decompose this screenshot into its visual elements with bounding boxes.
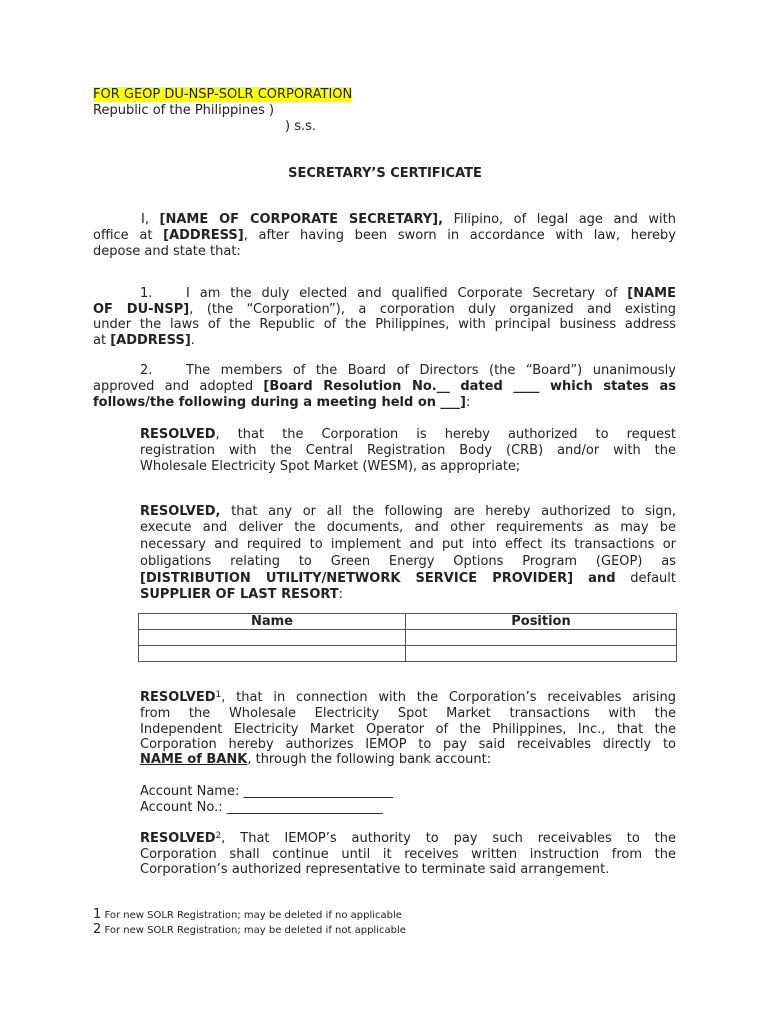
item-1-line-3: under the laws of the Republic of the Philippines, with principal business address bbox=[93, 317, 676, 332]
address-placeholder: [ADDRESS] bbox=[110, 333, 191, 348]
resolved-2-line-1 bbox=[140, 504, 676, 520]
table-cell bbox=[406, 630, 677, 646]
bank-name-placeholder: NAME of BANK bbox=[140, 752, 248, 767]
footnote-text: For new SOLR Registration; may be deleted if no applicable bbox=[101, 910, 402, 921]
item-2-line-1: The members of the Board of Directors (the “Board”) unanimously bbox=[186, 363, 676, 378]
resolved-3-line-3: Independent Electricity Market Operator of the Philippines, Inc., that the bbox=[140, 722, 676, 737]
du-nsp-placeholder: [NAME bbox=[627, 286, 676, 301]
table-row bbox=[139, 646, 677, 662]
board-resolution-placeholder: follows/the following during a meeting held on ___] bbox=[93, 395, 466, 410]
footnote-number: 1 bbox=[93, 907, 102, 922]
resolved-text: , through the following bank account: bbox=[247, 752, 492, 767]
resolved-3-line-2: from the Wholesale Electricity Spot Market transactions with the bbox=[140, 706, 676, 721]
company-header bbox=[93, 87, 352, 103]
table-row bbox=[139, 630, 677, 646]
resolved-2-line-6 bbox=[140, 587, 343, 603]
signatories-table bbox=[138, 613, 677, 662]
intro-line-1 bbox=[141, 212, 676, 228]
intro-text: office at bbox=[93, 228, 164, 243]
resolved-text: default bbox=[615, 571, 677, 586]
intro-text: I, bbox=[141, 212, 160, 227]
resolved-1-line-2: registration with the Central Registration Body (CRB) and/or with the bbox=[140, 443, 676, 458]
footnote-text: For new SOLR Registration; may be deleted if not applicable bbox=[101, 925, 406, 936]
name-column-header: Name bbox=[139, 614, 406, 630]
item-text: at bbox=[93, 333, 111, 348]
item-1-line-4 bbox=[93, 333, 195, 349]
item-1-number: 1. bbox=[140, 286, 153, 301]
resolved-text: , that in connection with the Corporation’s receivables arising bbox=[221, 690, 676, 705]
resolved-text: , that the Corporation is hereby authorized to request bbox=[215, 427, 676, 442]
item-text: I am the duly elected and qualified Corporate Secretary of bbox=[186, 286, 628, 301]
resolved-2-line-5 bbox=[140, 571, 676, 587]
resolved-2-line-2: execute and deliver the documents, and other requirements as may be bbox=[140, 520, 676, 535]
resolved-2-line-3: necessary and required to implement and put into effect its transactions or bbox=[140, 537, 676, 552]
secretary-placeholder: [NAME OF CORPORATE SECRETARY], bbox=[159, 212, 444, 227]
resolved-4-line-3: Corporation’s authorized representative to terminate said arrangement. bbox=[140, 862, 610, 877]
intro-text: Filipino, of legal age and with bbox=[443, 212, 677, 227]
item-text: approved and adopted bbox=[93, 379, 264, 394]
table-cell bbox=[406, 646, 677, 662]
account-number-field: Account No.: ________________________ bbox=[140, 800, 383, 815]
du-nsp-placeholder: OF DU-NSP] bbox=[93, 302, 190, 317]
resolved-4-line-1 bbox=[140, 831, 676, 847]
resolved-keyword: RESOLVED bbox=[140, 831, 216, 846]
footnote-number: 2 bbox=[93, 922, 102, 937]
resolved-1-line-3: Wholesale Electricity Spot Market (WESM), as appropriate; bbox=[140, 459, 521, 474]
resolved-keyword: RESOLVED bbox=[140, 427, 216, 442]
republic-line: Republic of the Philippines ) bbox=[93, 103, 275, 118]
resolved-keyword: RESOLVED bbox=[140, 690, 216, 705]
table-cell bbox=[139, 630, 406, 646]
item-2-line-3 bbox=[93, 395, 470, 411]
footnote-2 bbox=[93, 923, 406, 938]
item-1-line-1 bbox=[186, 286, 676, 302]
document-title: SECRETARY’S CERTIFICATE bbox=[288, 166, 482, 181]
intro-line-2 bbox=[93, 228, 676, 244]
account-name-field: Account Name: _______________________ bbox=[140, 784, 393, 799]
resolved-text: that any or all the following are hereby authorized to sign, bbox=[220, 504, 676, 519]
table-cell bbox=[139, 646, 406, 662]
item-text: : bbox=[465, 395, 471, 410]
solr-placeholder: SUPPLIER OF LAST RESORT bbox=[140, 587, 339, 602]
intro-text: , after having been sworn in accordance with law, hereby bbox=[243, 228, 676, 243]
resolved-1-line-1 bbox=[140, 427, 676, 443]
address-placeholder: [ADDRESS] bbox=[163, 228, 244, 243]
resolved-3-line-5 bbox=[140, 752, 491, 768]
footnote-ref: 1 bbox=[215, 690, 222, 700]
item-text: , (the “Corporation”), a corporation duly organized and existing bbox=[189, 302, 676, 317]
item-2-line-2 bbox=[93, 379, 676, 395]
item-text: . bbox=[190, 333, 195, 348]
footnote-ref: 2 bbox=[215, 831, 222, 841]
resolved-4-line-2: Corporation shall continue until it receives written instruction from the bbox=[140, 847, 676, 862]
resolved-text: : bbox=[338, 587, 344, 602]
resolved-2-line-4: obligations relating to Green Energy Options Program (GEOP) as bbox=[140, 554, 676, 569]
footnote-1 bbox=[93, 908, 402, 923]
resolved-3-line-1 bbox=[140, 690, 676, 706]
ss-line: ) s.s. bbox=[285, 119, 317, 134]
resolved-text: , That IEMOP’s authority to pay such receivables to the bbox=[221, 831, 676, 846]
board-resolution-placeholder: [Board Resolution No.__ dated ____ which states as bbox=[263, 379, 676, 394]
distribution-utility-placeholder: [DISTRIBUTION UTILITY/NETWORK SERVICE PROVIDER] and bbox=[140, 571, 616, 586]
intro-line-3: depose and state that: bbox=[93, 244, 241, 259]
resolved-3-line-4: Corporation hereby authorizes IEMOP to pay said receivables directly to bbox=[140, 737, 676, 752]
resolved-keyword: RESOLVED, bbox=[140, 504, 221, 519]
table-header-row bbox=[139, 614, 677, 630]
position-column-header: Position bbox=[406, 614, 677, 630]
item-1-line-2 bbox=[93, 302, 676, 318]
company-name: FOR GEOP DU-NSP-SOLR CORPORATION bbox=[93, 87, 353, 102]
item-2-number: 2. bbox=[140, 363, 153, 378]
